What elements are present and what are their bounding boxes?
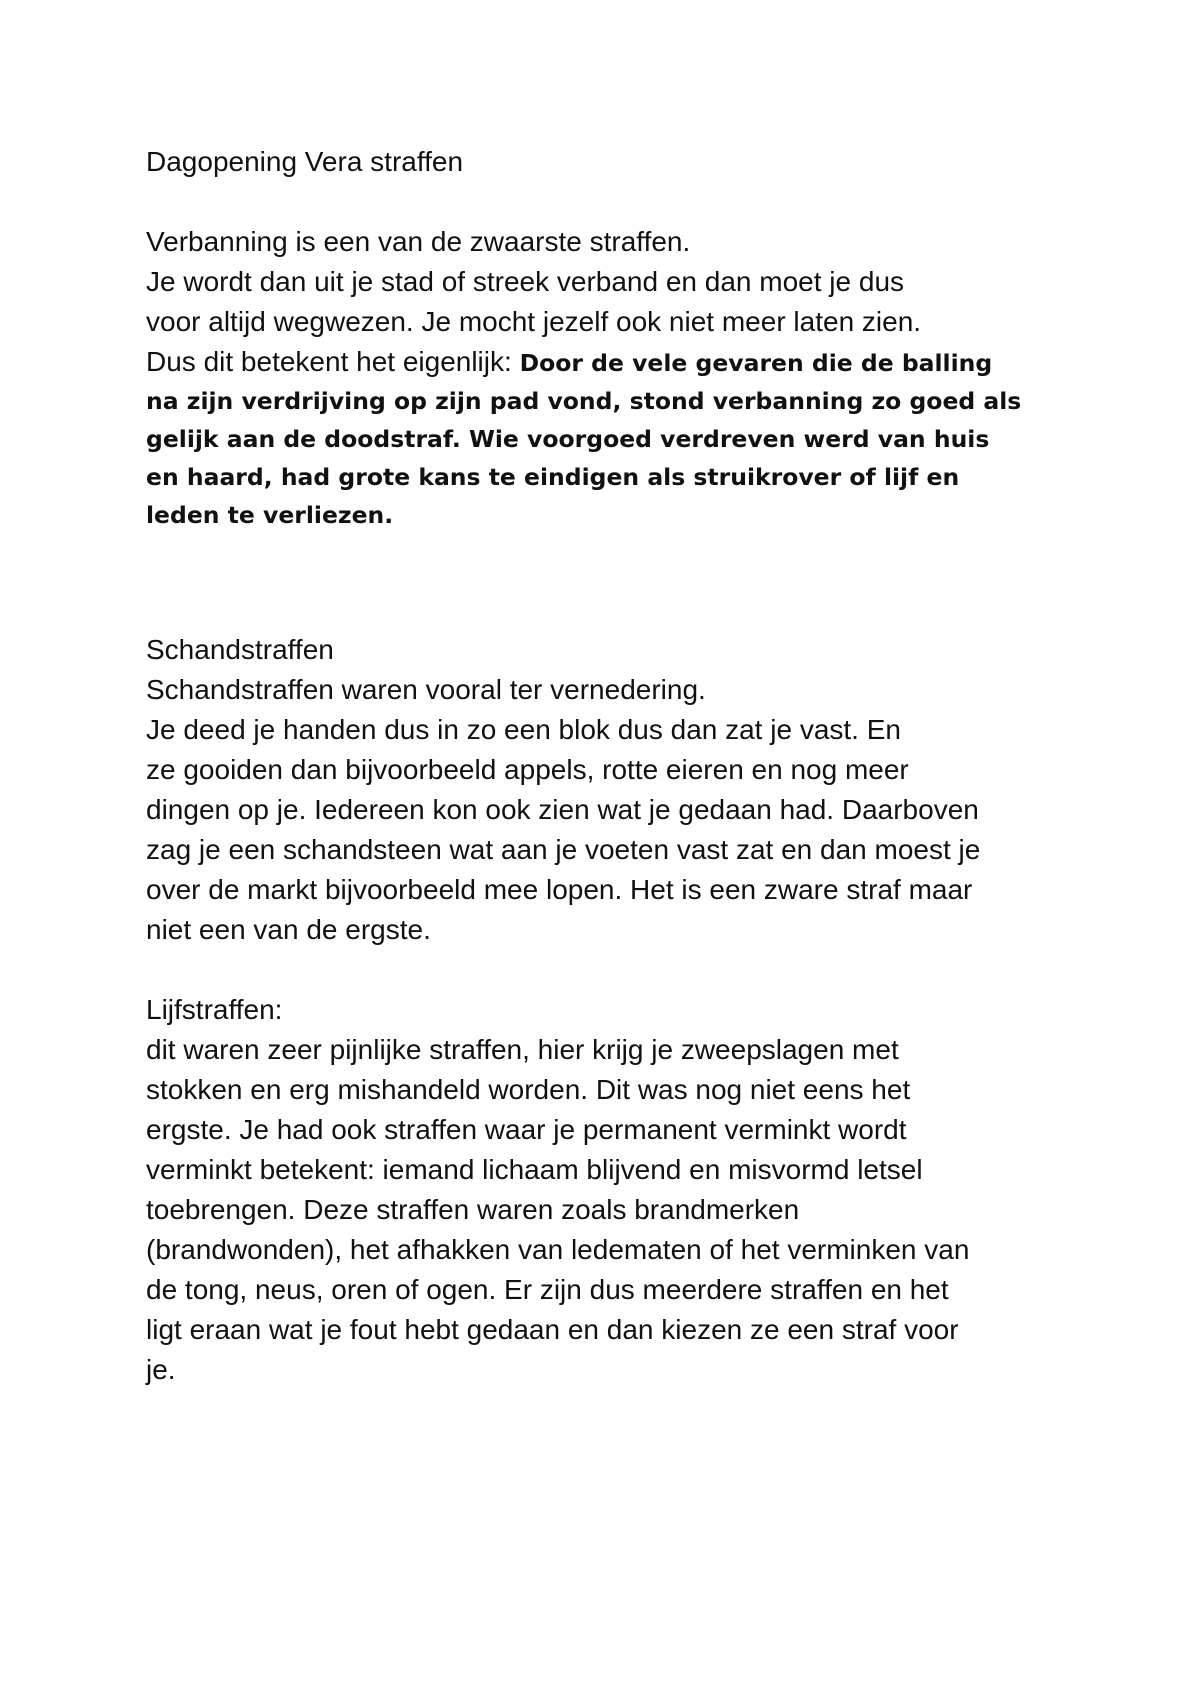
section-lijfstraffen xyxy=(146,990,1066,1390)
section-schandstraffen xyxy=(146,630,1066,950)
bold-quote-line: gelijk aan de doodstraf. Wie voorgoed verdreven werd van huis xyxy=(146,425,990,453)
text-line: toebrengen. Deze straffen waren zoals brandmerken xyxy=(146,1194,800,1225)
text-line: dingen op je. Iedereen kon ook zien wat je gedaan had. Daarboven xyxy=(146,794,979,825)
intro-text: Dus dit betekent het eigenlijk: xyxy=(146,346,520,377)
bold-quote-line: na zijn verdrijving op zijn pad vond, stond verbanning zo goed als xyxy=(146,387,1022,415)
bold-quote-start: Door de vele gevaren die de balling xyxy=(519,349,993,377)
text-line: verminkt betekent: iemand lichaam blijvend en misvormd letsel xyxy=(146,1154,923,1185)
paragraph-spacer xyxy=(146,950,1066,990)
text-line: Verbanning is een van de zwaarste straffen. xyxy=(146,226,691,257)
bold-quote-line: en haard, had grote kans te eindigen als struikrover of lijf en xyxy=(146,463,960,491)
text-line: zag je een schandsteen wat aan je voeten vast zat en dan moest je xyxy=(146,834,981,865)
section-heading: Schandstraffen xyxy=(146,634,334,665)
bold-quote-line: leden te verliezen. xyxy=(146,501,394,529)
document-title: Dagopening Vera straffen xyxy=(146,146,464,177)
text-line: (brandwonden), het afhakken van ledematen of het verminken van xyxy=(146,1234,970,1265)
text-line: ligt eraan wat je fout hebt gedaan en dan kiezen ze een straf voor xyxy=(146,1314,959,1345)
text-line: de tong, neus, oren of ogen. Er zijn dus meerdere straffen en het xyxy=(146,1274,949,1305)
text-line: ergste. Je had ook straffen waar je permanent verminkt wordt xyxy=(146,1114,907,1145)
text-line: stokken en erg mishandeld worden. Dit was nog niet eens het xyxy=(146,1074,911,1105)
text-line-with-bold xyxy=(146,342,1066,382)
text-line: Je deed je handen dus in zo een blok dus dan zat je vast. En xyxy=(146,714,901,745)
text-line: je. xyxy=(146,1354,176,1385)
text-line: Je wordt dan uit je stad of streek verband en dan moet je dus xyxy=(146,266,905,297)
text-line: niet een van de ergste. xyxy=(146,914,431,945)
text-line: over de markt bijvoorbeeld mee lopen. Het is een zware straf maar xyxy=(146,874,973,905)
text-line: ze gooiden dan bijvoorbeeld appels, rotte eieren en nog meer xyxy=(146,754,909,785)
text-line: Schandstraffen waren vooral ter vernedering. xyxy=(146,674,706,705)
section-heading: Lijfstraffen: xyxy=(146,994,283,1025)
section-verbanning xyxy=(146,222,1066,534)
text-line: dit waren zeer pijnlijke straffen, hier krijg je zweepslagen met xyxy=(146,1034,899,1065)
document-body xyxy=(146,142,1066,1390)
paragraph-spacer xyxy=(146,182,1066,222)
text-line: voor altijd wegwezen. Je mocht jezelf ook niet meer laten zien. xyxy=(146,306,922,337)
paragraph-spacer xyxy=(146,534,1066,630)
